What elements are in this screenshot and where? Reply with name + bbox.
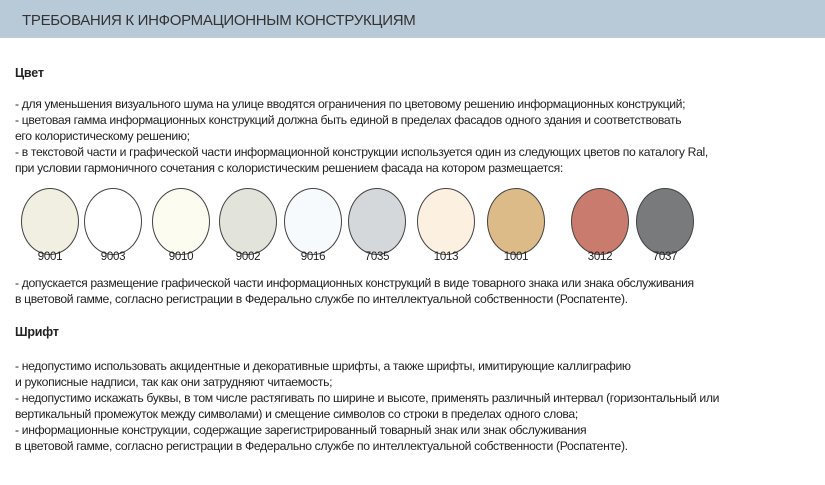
swatch-label: 9016 — [300, 251, 326, 263]
swatch-label: 9003 — [100, 251, 126, 263]
text-line: в цветовой гамме, согласно регистрации в Федерально службе по интеллектуальной собственности (Роспатенте). — [15, 292, 628, 306]
text-line: - недопустимо искажать буквы, в том числе растягивать по ширине и высоте, применять различный интервал (горизонтальный или — [15, 391, 720, 405]
text-line: при условии гармоничного сочетания с колористическим решением фасада на котором размещается: — [15, 161, 563, 175]
text-line: - в текстовой части и графической части информационной конструкции используется один из следующих цветов по каталогу Ral, — [15, 145, 708, 159]
color-swatch — [571, 188, 629, 255]
color-swatch — [348, 188, 406, 255]
color-swatch — [84, 188, 142, 255]
color-swatch — [417, 188, 475, 255]
text-line: вертикальный промежуток между символами) и смещение символов со строки в пределах одного слова; — [15, 407, 578, 421]
swatch-label: 1001 — [503, 251, 529, 263]
text-line: - цветовая гамма информационных конструкций должна быть единой в пределах фасадов одного здания и соответствовать — [15, 113, 682, 127]
swatch-label: 9002 — [235, 251, 261, 263]
swatch-label: 7037 — [652, 251, 678, 263]
text-line: и рукописные надписи, так как они затрудняют читаемость; — [15, 375, 333, 389]
color-swatch — [284, 188, 342, 255]
swatch-label: 9001 — [37, 251, 63, 263]
text-line: его колористическому решению; — [15, 129, 190, 143]
swatch-label: 9010 — [168, 251, 194, 263]
color-swatch — [636, 188, 694, 255]
swatch-label: 3012 — [587, 251, 613, 263]
color-swatch — [152, 188, 210, 255]
color-swatch — [219, 188, 277, 255]
text-line: - для уменьшения визуального шума на улице вводятся ограничения по цветовому решению информационных конструкций; — [15, 97, 686, 111]
text-line: - недопустимо использовать акцидентные и декоративные шрифты, а также шрифты, имитирующие каллиграфию — [15, 359, 631, 373]
swatch-label: 7035 — [364, 251, 390, 263]
text-line: в цветовой гамме, согласно регистрации в Федерально службе по интеллектуальной собственности (Роспатенте). — [15, 439, 628, 453]
text-line: - допускается размещение графической части информационных конструкций в виде товарного знака или знака обслуживания — [15, 276, 694, 290]
color-swatch — [487, 188, 545, 255]
page-title: ТРЕБОВАНИЯ К ИНФОРМАЦИОННЫМ КОНСТРУКЦИЯМ — [22, 12, 416, 29]
color-swatch — [21, 188, 79, 255]
text-line: - информационные конструкции, содержащие зарегистрированный товарный знак или знак обслуживания — [15, 423, 587, 437]
swatch-label: 1013 — [433, 251, 459, 263]
section-heading-font: Шрифт — [15, 325, 59, 339]
section-heading-color: Цвет — [15, 66, 44, 80]
